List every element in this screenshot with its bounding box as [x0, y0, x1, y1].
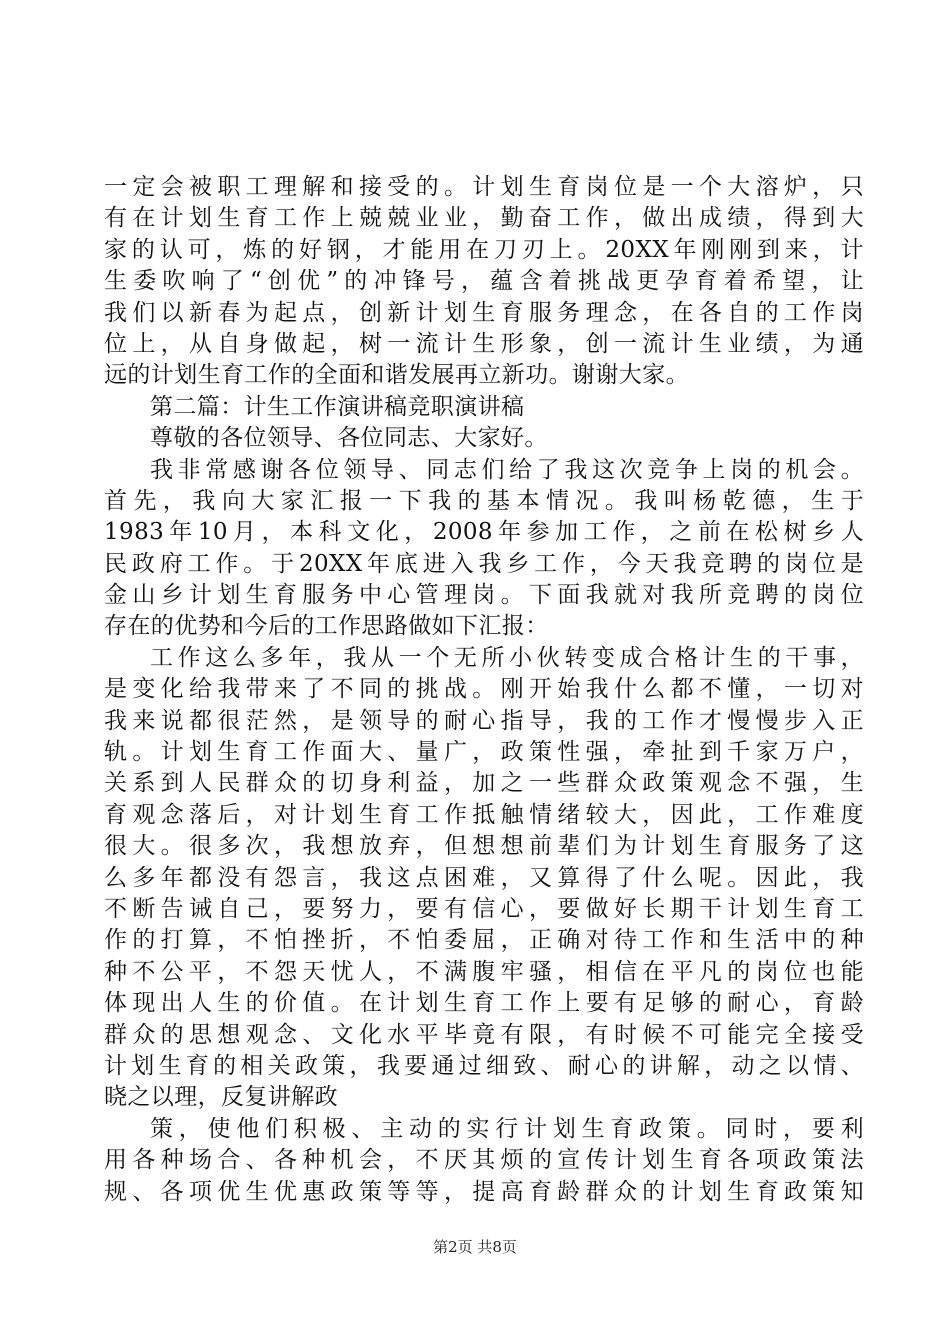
document-body: [104, 172, 864, 1208]
text-line: 群众的思想观念、文化水平毕竟有限，有时候不可能完全接受: [104, 1021, 864, 1048]
text-line: 存在的优势和今后的工作思路做如下汇报：: [104, 613, 549, 640]
text-line: 工作这么多年，我从一个无所小伙转变成合格计生的干事，: [150, 644, 864, 671]
text-line: 用各种场合、各种机会，不厌其烦的宣传计划生育各项政策法: [104, 1147, 864, 1174]
text-line: 位上，从自身做起，树一流计生形象，创一流计生业绩，为通: [104, 330, 864, 357]
text-line: 我非常感谢各位领导、同志们给了我这次竞争上岗的机会。: [150, 456, 864, 483]
text-line: 轨。计划生育工作面大、量广，政策性强，牵扯到千家万户，: [104, 739, 864, 766]
text-line: 么多年都没有怨言，我这点困难，又算得了什么呢。因此，我: [104, 864, 864, 891]
text-line: 金山乡计划生育服务中心管理岗。下面我就对我所竞聘的岗位: [104, 582, 864, 609]
text-line: 1983年10月，本科文化，2008年参加工作，之前在松树乡人: [104, 519, 864, 546]
text-line: 有在计划生育工作上兢兢业业，勤奋工作，做出成绩，得到大: [104, 205, 864, 232]
text-line: 生委吹响了“创优”的冲锋号，蕴含着挑战更孕育着希望，让: [104, 268, 864, 295]
text-line: 种不公平，不怨天忧人，不满腹牢骚，相信在平凡的岗位也能: [104, 958, 864, 985]
text-line: 是变化给我带来了不同的挑战。刚开始我什么都不懂，一切对: [104, 676, 864, 703]
text-line: 关系到人民群众的切身利益，加之一些群众政策观念不强，生: [104, 770, 864, 797]
text-line: 很大。很多次，我想放弃，但想想前辈们为计划生育服务了这: [104, 833, 864, 860]
text-line: 远的计划生育工作的全面和谐发展再立新功。谢谢大家。: [104, 362, 689, 389]
text-line: 家的认可，炼的好钢，才能用在刀刃上。20XX年刚刚到来，计: [104, 236, 864, 263]
text-line: 晓之以理，反复讲解政: [104, 1084, 338, 1111]
text-line: 首先，我向大家汇报一下我的基本情况。我叫杨乾德，生于: [104, 487, 864, 514]
text-line: 一定会被职工理解和接受的。计划生育岗位是一个大溶炉，只: [104, 174, 864, 200]
section-heading: 第二篇：计生工作演讲稿竞职演讲稿: [150, 393, 525, 420]
text-line: 民政府工作。于20XX年底进入我乡工作，今天我竞聘的岗位是: [104, 550, 864, 577]
salutation: 尊敬的各位领导、各位同志、大家好。: [150, 425, 548, 452]
text-line: 育观念落后，对计划生育工作抵触情绪较大，因此，工作难度: [104, 801, 864, 828]
text-line: 规、各项优生优惠政策等等，提高育龄群众的计划生育政策知: [104, 1178, 864, 1205]
text-line: 策，使他们积极、主动的实行计划生育政策。同时，要利: [150, 1115, 864, 1142]
text-line: 计划生育的相关政策，我要通过细致、耐心的讲解，动之以情、: [104, 1052, 864, 1079]
text-line: 体现出人生的价值。在计划生育工作上要有足够的耐心，育龄: [104, 990, 864, 1017]
text-line: 我来说都很茫然，是领导的耐心指导，我的工作才慢慢步入正: [104, 707, 864, 734]
text-line: 不断告诫自己，要努力，要有信心，要做好长期干计划生育工: [104, 895, 864, 922]
page-number-footer: 第2页 共8页: [433, 1238, 517, 1256]
text-line: 我们以新春为起点，创新计划生育服务理念，在各自的工作岗: [104, 299, 864, 326]
text-line: 作的打算，不怕挫折，不怕委屈，正确对待工作和生活中的种: [104, 927, 864, 954]
